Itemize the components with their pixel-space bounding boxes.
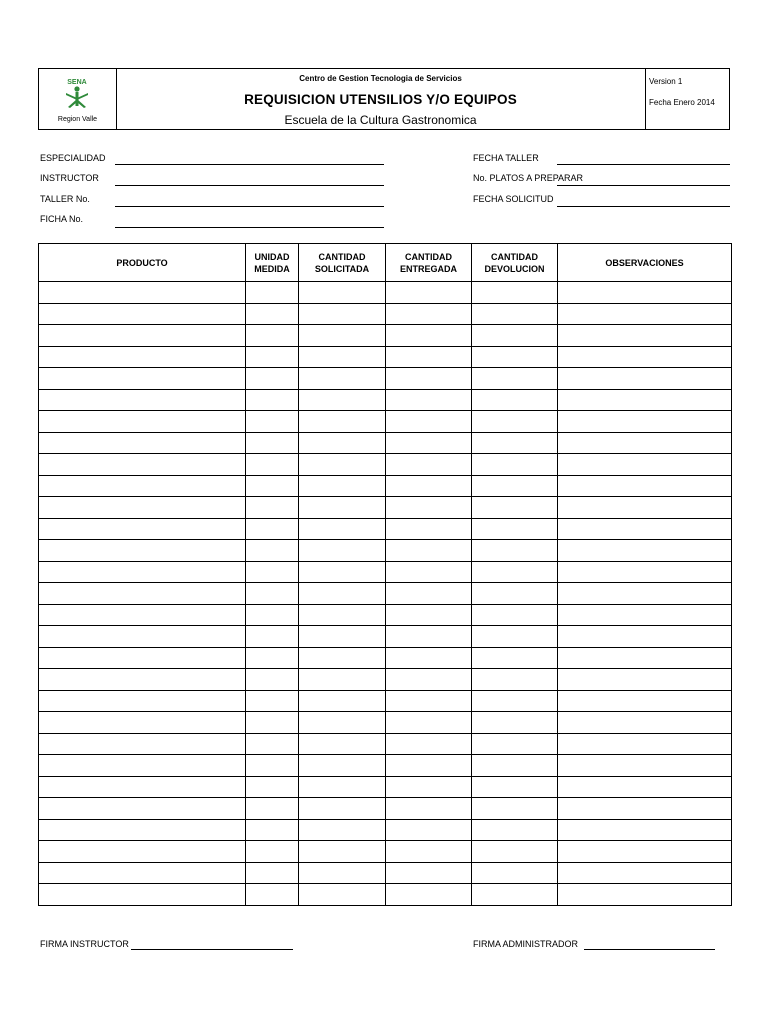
instructor-label: INSTRUCTOR (40, 173, 99, 183)
observaciones-cell[interactable] (558, 669, 732, 691)
unidad-cell[interactable] (246, 368, 299, 390)
table-row (39, 368, 732, 390)
table-row (39, 862, 732, 884)
escuela-label: Escuela de la Cultura Gastronomica (284, 113, 477, 127)
devolucion-cell[interactable] (472, 669, 558, 691)
solicitada-cell[interactable] (299, 583, 386, 605)
unidad-cell[interactable] (246, 626, 299, 648)
devolucion-cell[interactable] (472, 690, 558, 712)
solicitada-cell[interactable] (299, 626, 386, 648)
devolucion-cell[interactable] (472, 561, 558, 583)
table-row (39, 583, 732, 605)
table-row (39, 776, 732, 798)
cantidad-solicitada-header: CANTIDAD SOLICITADA (299, 244, 386, 282)
entregada-cell[interactable] (386, 540, 472, 562)
producto-cell[interactable] (39, 841, 246, 863)
producto-cell[interactable] (39, 475, 246, 497)
entregada-cell[interactable] (386, 862, 472, 884)
devolucion-cell[interactable] (472, 841, 558, 863)
unidad-cell[interactable] (246, 282, 299, 304)
producto-cell[interactable] (39, 690, 246, 712)
devolucion-cell[interactable] (472, 282, 558, 304)
producto-cell[interactable] (39, 325, 246, 347)
producto-cell[interactable] (39, 733, 246, 755)
solicitada-cell[interactable] (299, 776, 386, 798)
solicitada-cell[interactable] (299, 475, 386, 497)
devolucion-cell[interactable] (472, 647, 558, 669)
document-title: REQUISICION UTENSILIOS Y/O EQUIPOS (244, 92, 517, 107)
region-label: Region Valle (57, 116, 98, 123)
solicitada-cell[interactable] (299, 454, 386, 476)
entregada-cell[interactable] (386, 690, 472, 712)
entregada-cell[interactable] (386, 475, 472, 497)
producto-cell[interactable] (39, 884, 246, 906)
logo-cell (39, 69, 117, 129)
unidad-cell[interactable] (246, 411, 299, 433)
devolucion-cell[interactable] (472, 583, 558, 605)
unidad-cell[interactable] (246, 346, 299, 368)
table-row (39, 841, 732, 863)
devolucion-cell[interactable] (472, 626, 558, 648)
entregada-cell[interactable] (386, 389, 472, 411)
observaciones-cell[interactable] (558, 733, 732, 755)
entregada-cell[interactable] (386, 432, 472, 454)
producto-cell[interactable] (39, 583, 246, 605)
table-row (39, 518, 732, 540)
form-header (38, 68, 730, 130)
devolucion-cell[interactable] (472, 540, 558, 562)
solicitada-cell[interactable] (299, 733, 386, 755)
observaciones-cell[interactable] (558, 755, 732, 777)
unidad-cell[interactable] (246, 776, 299, 798)
solicitada-cell[interactable] (299, 819, 386, 841)
devolucion-cell[interactable] (472, 733, 558, 755)
table-row (39, 604, 732, 626)
solicitada-cell[interactable] (299, 841, 386, 863)
devolucion-cell[interactable] (472, 712, 558, 734)
entregada-cell[interactable] (386, 776, 472, 798)
producto-cell[interactable] (39, 712, 246, 734)
entregada-cell[interactable] (386, 626, 472, 648)
devolucion-cell[interactable] (472, 475, 558, 497)
observaciones-cell[interactable] (558, 690, 732, 712)
observaciones-cell[interactable] (558, 626, 732, 648)
entregada-cell[interactable] (386, 841, 472, 863)
table-row (39, 669, 732, 691)
entregada-cell[interactable] (386, 303, 472, 325)
observaciones-cell[interactable] (558, 841, 732, 863)
producto-header: PRODUCTO (39, 244, 246, 282)
unidad-cell[interactable] (246, 454, 299, 476)
table-row (39, 690, 732, 712)
entregada-cell[interactable] (386, 346, 472, 368)
devolucion-cell[interactable] (472, 518, 558, 540)
table-row (39, 346, 732, 368)
table-row (39, 733, 732, 755)
unidad-cell[interactable] (246, 647, 299, 669)
observaciones-cell[interactable] (558, 540, 732, 562)
especialidad-label: ESPECIALIDAD (40, 153, 106, 163)
unidad-cell[interactable] (246, 690, 299, 712)
entregada-cell[interactable] (386, 368, 472, 390)
logo-text: SENA (67, 79, 87, 86)
observaciones-cell[interactable] (558, 325, 732, 347)
firma-instructor-field[interactable] (131, 949, 293, 950)
unidad-cell[interactable] (246, 841, 299, 863)
table-row (39, 282, 732, 304)
ficha-field[interactable] (115, 227, 384, 228)
table-row (39, 325, 732, 347)
unidad-cell[interactable] (246, 712, 299, 734)
devolucion-cell[interactable] (472, 411, 558, 433)
devolucion-cell[interactable] (472, 776, 558, 798)
entregada-cell[interactable] (386, 325, 472, 347)
solicitada-cell[interactable] (299, 282, 386, 304)
observaciones-cell[interactable] (558, 798, 732, 820)
table-row (39, 561, 732, 583)
fecha-solicitud-field[interactable] (557, 206, 730, 207)
devolucion-cell[interactable] (472, 303, 558, 325)
observaciones-cell[interactable] (558, 346, 732, 368)
unidad-cell[interactable] (246, 669, 299, 691)
table-row (39, 712, 732, 734)
solicitada-cell[interactable] (299, 346, 386, 368)
unidad-cell[interactable] (246, 733, 299, 755)
cantidad-devolucion-header: CANTIDAD DEVOLUCION (472, 244, 558, 282)
solicitada-cell[interactable] (299, 561, 386, 583)
observaciones-cell[interactable] (558, 497, 732, 519)
taller-field[interactable] (115, 206, 384, 207)
entregada-cell[interactable] (386, 819, 472, 841)
version-date-label: Fecha Enero 2014 (649, 98, 715, 107)
solicitada-cell[interactable] (299, 540, 386, 562)
entregada-cell[interactable] (386, 669, 472, 691)
version-cell (645, 69, 729, 129)
producto-cell[interactable] (39, 626, 246, 648)
solicitada-cell[interactable] (299, 647, 386, 669)
centro-label: Centro de Gestion Tecnologia de Servicios (299, 74, 462, 83)
sena-logo-icon (64, 77, 90, 113)
unidad-cell[interactable] (246, 432, 299, 454)
unidad-cell[interactable] (246, 604, 299, 626)
table-row (39, 884, 732, 906)
devolucion-cell[interactable] (472, 884, 558, 906)
producto-cell[interactable] (39, 303, 246, 325)
solicitada-cell[interactable] (299, 325, 386, 347)
unidad-cell[interactable] (246, 819, 299, 841)
table-row (39, 626, 732, 648)
platos-field[interactable] (557, 185, 730, 186)
entregada-cell[interactable] (386, 712, 472, 734)
entregada-cell[interactable] (386, 454, 472, 476)
devolucion-cell[interactable] (472, 755, 558, 777)
observaciones-cell[interactable] (558, 518, 732, 540)
table-row (39, 303, 732, 325)
entregada-cell[interactable] (386, 884, 472, 906)
observaciones-cell[interactable] (558, 583, 732, 605)
solicitada-cell[interactable] (299, 862, 386, 884)
producto-cell[interactable] (39, 561, 246, 583)
unidad-medida-header: UNIDAD MEDIDA (246, 244, 299, 282)
unidad-cell[interactable] (246, 884, 299, 906)
producto-cell[interactable] (39, 755, 246, 777)
producto-cell[interactable] (39, 497, 246, 519)
entregada-cell[interactable] (386, 561, 472, 583)
requisition-table (38, 243, 732, 906)
producto-cell[interactable] (39, 282, 246, 304)
devolucion-cell[interactable] (472, 862, 558, 884)
unidad-cell[interactable] (246, 497, 299, 519)
unidad-cell[interactable] (246, 583, 299, 605)
solicitada-cell[interactable] (299, 432, 386, 454)
observaciones-cell[interactable] (558, 475, 732, 497)
producto-cell[interactable] (39, 647, 246, 669)
devolucion-cell[interactable] (472, 604, 558, 626)
producto-cell[interactable] (39, 819, 246, 841)
table-body (39, 282, 732, 906)
solicitada-cell[interactable] (299, 690, 386, 712)
solicitada-cell[interactable] (299, 497, 386, 519)
entregada-cell[interactable] (386, 733, 472, 755)
observaciones-cell[interactable] (558, 561, 732, 583)
observaciones-cell[interactable] (558, 282, 732, 304)
unidad-cell[interactable] (246, 518, 299, 540)
observaciones-cell[interactable] (558, 862, 732, 884)
entregada-cell[interactable] (386, 798, 472, 820)
unidad-cell[interactable] (246, 475, 299, 497)
entregada-cell[interactable] (386, 604, 472, 626)
observaciones-cell[interactable] (558, 432, 732, 454)
unidad-cell[interactable] (246, 303, 299, 325)
platos-label: No. PLATOS A PREPARAR (473, 173, 584, 183)
observaciones-cell[interactable] (558, 454, 732, 476)
observaciones-cell[interactable] (558, 303, 732, 325)
solicitada-cell[interactable] (299, 669, 386, 691)
observaciones-cell[interactable] (558, 712, 732, 734)
entregada-cell[interactable] (386, 282, 472, 304)
firma-administrador-label: FIRMA ADMINISTRADOR (473, 939, 579, 949)
solicitada-cell[interactable] (299, 712, 386, 734)
observaciones-cell[interactable] (558, 647, 732, 669)
producto-cell[interactable] (39, 540, 246, 562)
instructor-field[interactable] (115, 185, 384, 186)
table-row (39, 497, 732, 519)
cantidad-entregada-header: CANTIDAD ENTREGADA (386, 244, 472, 282)
devolucion-cell[interactable] (472, 368, 558, 390)
table-row (39, 475, 732, 497)
version-label: Version 1 (649, 77, 683, 86)
producto-cell[interactable] (39, 604, 246, 626)
solicitada-cell[interactable] (299, 755, 386, 777)
unidad-cell[interactable] (246, 561, 299, 583)
firma-administrador-field[interactable] (584, 949, 715, 950)
producto-cell[interactable] (39, 669, 246, 691)
producto-cell[interactable] (39, 518, 246, 540)
unidad-cell[interactable] (246, 325, 299, 347)
entregada-cell[interactable] (386, 755, 472, 777)
producto-cell[interactable] (39, 798, 246, 820)
producto-cell[interactable] (39, 776, 246, 798)
devolucion-cell[interactable] (472, 497, 558, 519)
entregada-cell[interactable] (386, 411, 472, 433)
devolucion-cell[interactable] (472, 454, 558, 476)
producto-cell[interactable] (39, 454, 246, 476)
solicitada-cell[interactable] (299, 884, 386, 906)
table-row (39, 647, 732, 669)
producto-cell[interactable] (39, 346, 246, 368)
solicitada-cell[interactable] (299, 303, 386, 325)
ficha-label: FICHA No. (40, 214, 84, 224)
observaciones-cell[interactable] (558, 389, 732, 411)
observaciones-cell[interactable] (558, 368, 732, 390)
firma-instructor-label: FIRMA INSTRUCTOR (40, 939, 129, 949)
devolucion-cell[interactable] (472, 346, 558, 368)
entregada-cell[interactable] (386, 583, 472, 605)
devolucion-cell[interactable] (472, 389, 558, 411)
observaciones-cell[interactable] (558, 819, 732, 841)
title-cell (116, 69, 646, 129)
unidad-cell[interactable] (246, 862, 299, 884)
especialidad-field[interactable] (115, 164, 384, 165)
unidad-cell[interactable] (246, 540, 299, 562)
table-row (39, 389, 732, 411)
table-header-row (39, 244, 732, 282)
table-row (39, 454, 732, 476)
producto-cell[interactable] (39, 862, 246, 884)
solicitada-cell[interactable] (299, 389, 386, 411)
solicitada-cell[interactable] (299, 518, 386, 540)
entregada-cell[interactable] (386, 497, 472, 519)
table-row (39, 411, 732, 433)
observaciones-cell[interactable] (558, 604, 732, 626)
devolucion-cell[interactable] (472, 798, 558, 820)
table-row (39, 819, 732, 841)
table-row (39, 755, 732, 777)
table-row (39, 432, 732, 454)
table-row (39, 540, 732, 562)
solicitada-cell[interactable] (299, 604, 386, 626)
solicitada-cell[interactable] (299, 411, 386, 433)
producto-cell[interactable] (39, 432, 246, 454)
taller-label: TALLER No. (40, 194, 90, 204)
devolucion-cell[interactable] (472, 325, 558, 347)
observaciones-cell[interactable] (558, 411, 732, 433)
fecha-taller-field[interactable] (557, 164, 730, 165)
producto-cell[interactable] (39, 389, 246, 411)
devolucion-cell[interactable] (472, 432, 558, 454)
observaciones-cell[interactable] (558, 884, 732, 906)
unidad-cell[interactable] (246, 755, 299, 777)
solicitada-cell[interactable] (299, 368, 386, 390)
unidad-cell[interactable] (246, 798, 299, 820)
devolucion-cell[interactable] (472, 819, 558, 841)
fecha-taller-label: FECHA TALLER (473, 153, 539, 163)
fecha-solicitud-label: FECHA SOLICITUD (473, 194, 554, 204)
table-row (39, 798, 732, 820)
unidad-cell[interactable] (246, 389, 299, 411)
solicitada-cell[interactable] (299, 798, 386, 820)
producto-cell[interactable] (39, 368, 246, 390)
producto-cell[interactable] (39, 411, 246, 433)
entregada-cell[interactable] (386, 518, 472, 540)
observaciones-header: OBSERVACIONES (558, 244, 732, 282)
observaciones-cell[interactable] (558, 776, 732, 798)
entregada-cell[interactable] (386, 647, 472, 669)
